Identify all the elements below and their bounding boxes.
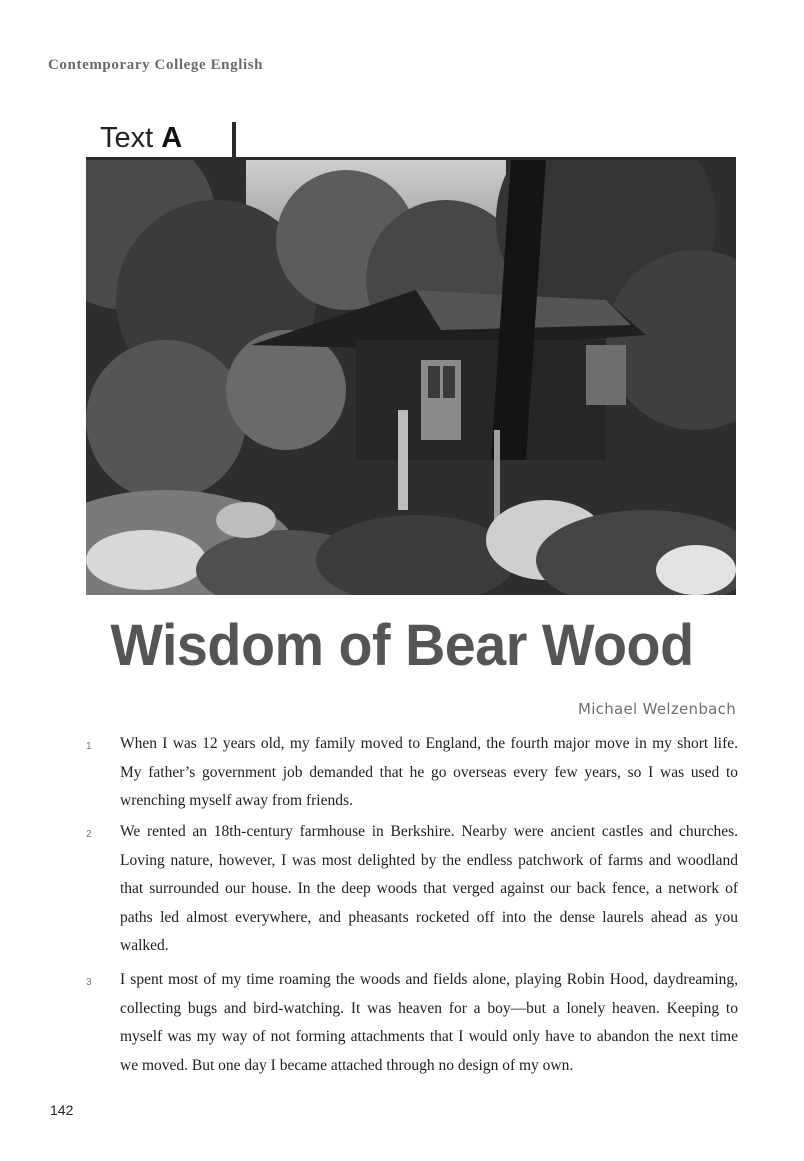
section-divider [232, 122, 236, 160]
section-label-text: Text [100, 122, 154, 154]
paragraph-number: 1 [86, 741, 92, 752]
paragraph-number: 3 [86, 977, 92, 988]
section-label [100, 124, 182, 153]
cabin-photo [86, 157, 736, 595]
paragraph-number: 2 [86, 829, 92, 840]
cabin-illustration [86, 160, 736, 595]
article-title: Wisdom of Bear Wood [110, 613, 694, 678]
paragraph: When I was 12 years old, my family moved to England, the fourth major move in my short life. My father’s government job demanded that he go overseas every few years, so I was used to wrenching myself away from friends. [120, 735, 738, 809]
page-number: 142 [50, 1102, 74, 1118]
paragraph: We rented an 18th-century farmhouse in Berkshire. Nearby were ancient castles and churches. Loving nature, however, I was most delighted by the endless patchwork of farms and woodland that surrounded our house. In the deep woods that verged against our back fence, a network of paths led almost everywhere, and pheasants rocketed off into the dense laurels ahead as you walked. [120, 823, 738, 954]
running-head: Contemporary College English [48, 57, 264, 73]
article-author: Michael Welzenbach [577, 700, 736, 718]
section-label-letter: A [161, 122, 183, 154]
paragraph: I spent most of my time roaming the woods and fields alone, playing Robin Hood, daydreaming, collecting bugs and bird-watching. It was heaven for a boy—but a lonely heaven. Keeping to myself was my way of not forming attachments that I would only have to abandon the next time we moved. But one day I became attached through no design of my own. [120, 971, 738, 1074]
